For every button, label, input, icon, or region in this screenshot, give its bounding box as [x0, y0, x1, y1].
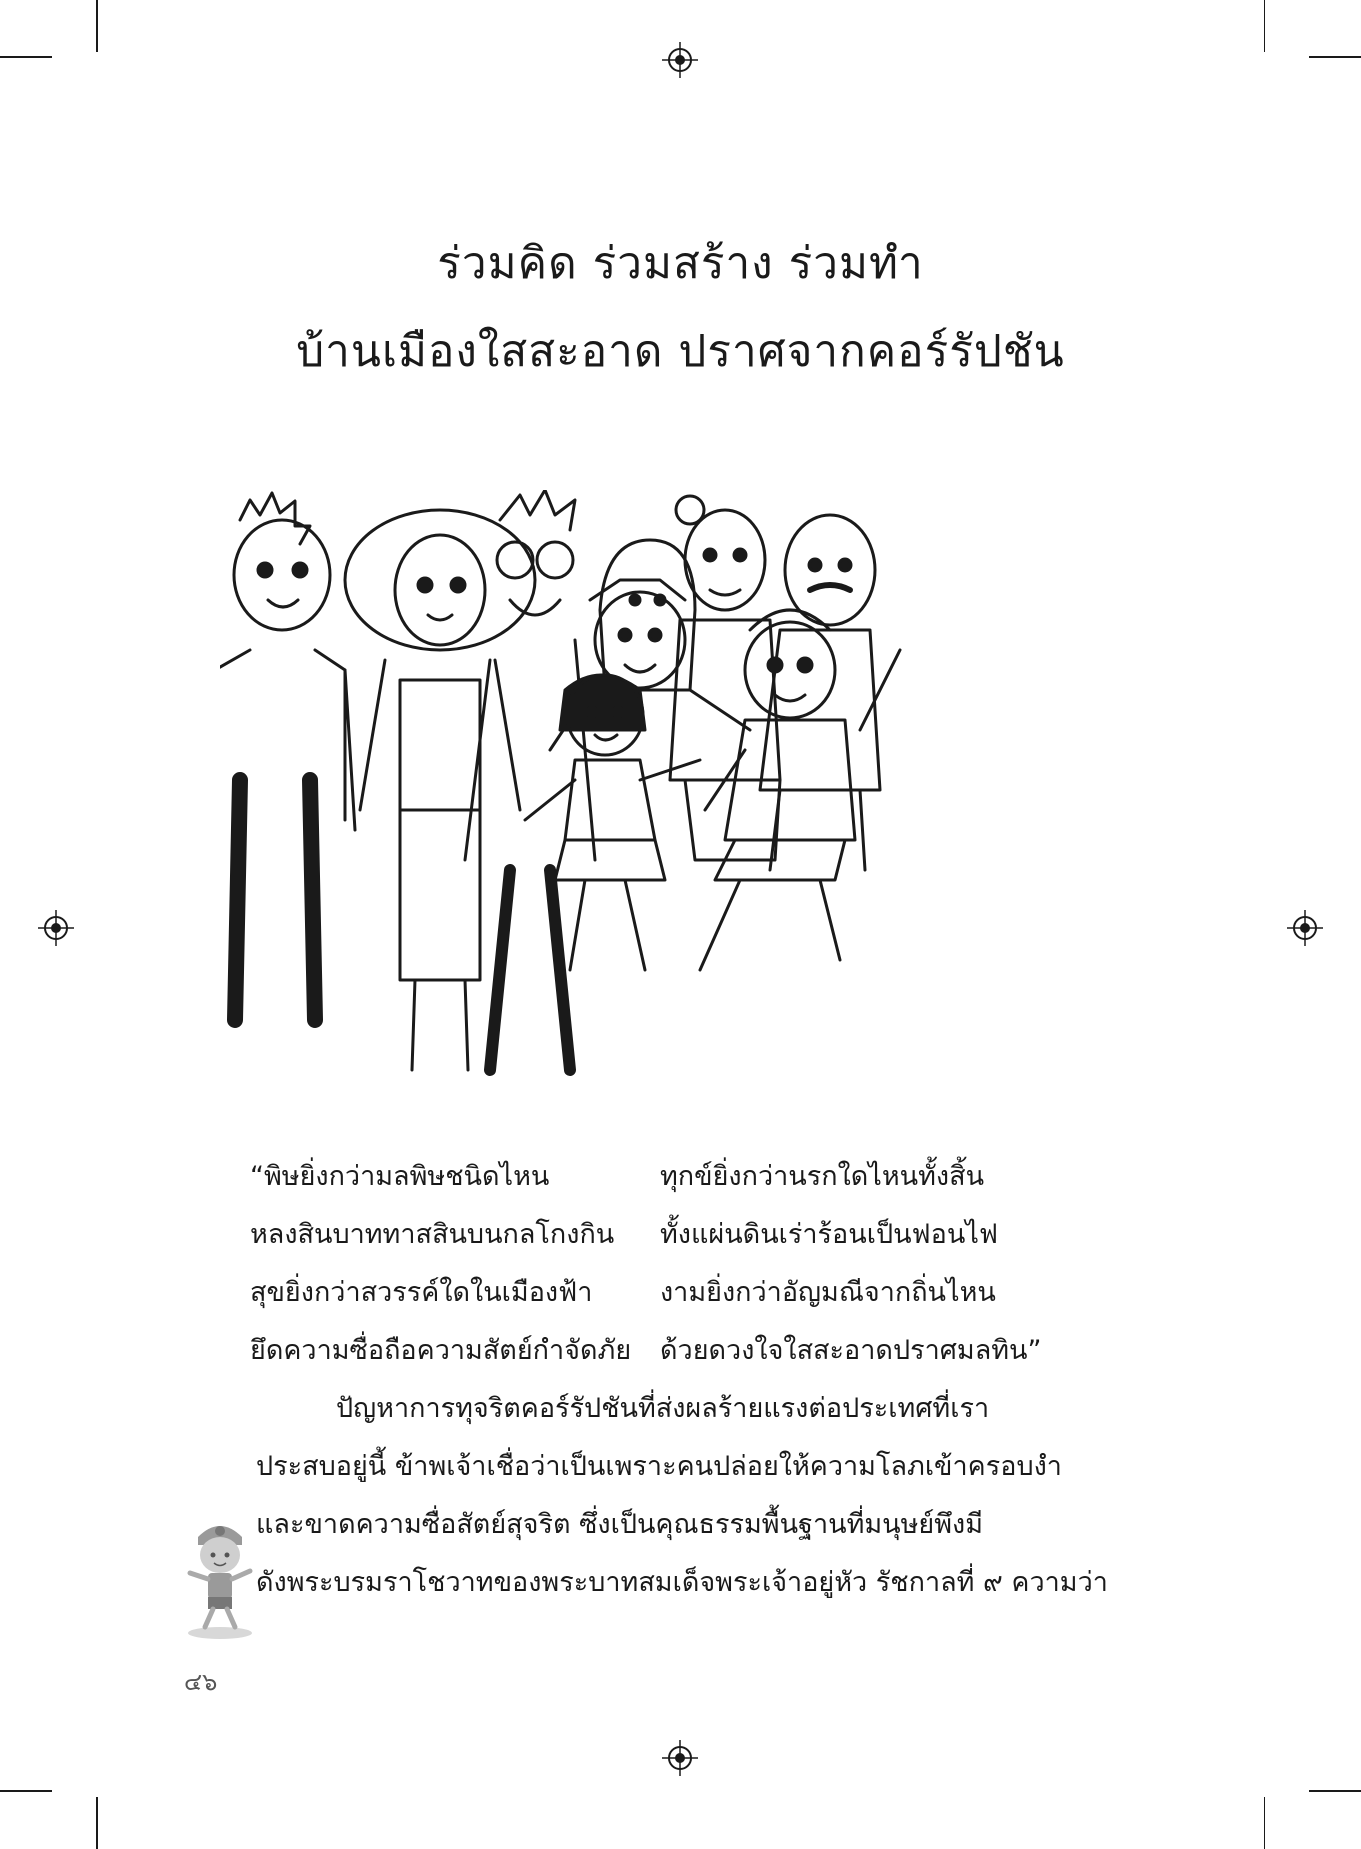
mascot-child-icon — [180, 1515, 260, 1640]
body-paragraph — [256, 1380, 1108, 1612]
paragraph-line: ประสบอยู่นี้ ข้าพเจ้าเชื่อว่าเป็นเพราะคนปล่อยให้ความโลภเข้าครอบงำ — [256, 1451, 1062, 1482]
poem-first-half: สุขยิ่งกว่าสวรรค์ใดในเมืองฟ้า — [250, 1277, 593, 1308]
page-number: ๔๖ — [184, 1668, 218, 1696]
poem-first-half: ยึดความซื่อถือความสัตย์กำจัดภัย — [250, 1335, 632, 1366]
registration-mark-icon — [660, 1738, 700, 1778]
paragraph-line: ดังพระบรมราโชวาทของพระบาทสมเด็จพระเจ้าอยู่หัว รัชกาลที่ ๙ ความว่า — [256, 1567, 1108, 1598]
crop-mark — [0, 56, 52, 58]
poem-second-half: ทั้งแผ่นดินเร่าร้อนเป็นฟอนไฟ — [660, 1219, 999, 1250]
title-line-2: บ้านเมืองใสสะอาด ปราศจากคอร์รัปชัน — [296, 326, 1065, 377]
poem — [250, 1148, 1110, 1380]
registration-mark-icon — [36, 908, 76, 948]
crop-mark — [96, 1797, 98, 1849]
crop-mark — [96, 0, 98, 52]
paragraph-line: และขาดความซื่อสัตย์สุจริต ซึ่งเป็นคุณธรรมพื้นฐานที่มนุษย์พึงมี — [256, 1509, 984, 1540]
figure-man — [220, 493, 355, 1020]
crop-mark — [1309, 1790, 1361, 1792]
figure-woman-hat — [345, 510, 535, 1070]
poem-line — [250, 1148, 1110, 1206]
registration-mark-icon — [660, 40, 700, 80]
figure-older-woman — [670, 496, 780, 860]
figure-man-moustache — [760, 515, 880, 870]
crop-mark — [1264, 1797, 1266, 1849]
poem-second-half: ด้วยดวงใจใสสะอาดปราศมลทิน” — [660, 1335, 1042, 1366]
poem-second-half: งามยิ่งกว่าอัญมณีจากถิ่นไหน — [660, 1277, 996, 1308]
crop-mark — [1309, 56, 1361, 58]
figure-woman-scarf — [600, 540, 695, 690]
poem-line — [250, 1264, 1110, 1322]
poem-line — [250, 1322, 1110, 1380]
registration-mark-icon — [1285, 908, 1325, 948]
people-group-illustration — [220, 490, 1120, 1090]
page-title — [0, 220, 1361, 396]
poem-second-half: ทุกข์ยิ่งกว่านรกใดไหนทั้งสิ้น — [660, 1161, 985, 1192]
paragraph-line: ปัญหาการทุจริตคอร์รัปชันที่ส่งผลร้ายแรงต่อประเทศที่เรา — [336, 1393, 990, 1424]
poem-line — [250, 1206, 1110, 1264]
poem-first-half: “พิษยิ่งกว่ามลพิษชนิดไหน — [250, 1161, 550, 1192]
crop-mark — [1264, 0, 1266, 52]
poem-first-half: หลงสินบาททาสสินบนกลโกงกิน — [250, 1219, 615, 1250]
crop-mark — [0, 1790, 52, 1792]
title-line-1: ร่วมคิด ร่วมสร้าง ร่วมทำ — [437, 238, 924, 289]
